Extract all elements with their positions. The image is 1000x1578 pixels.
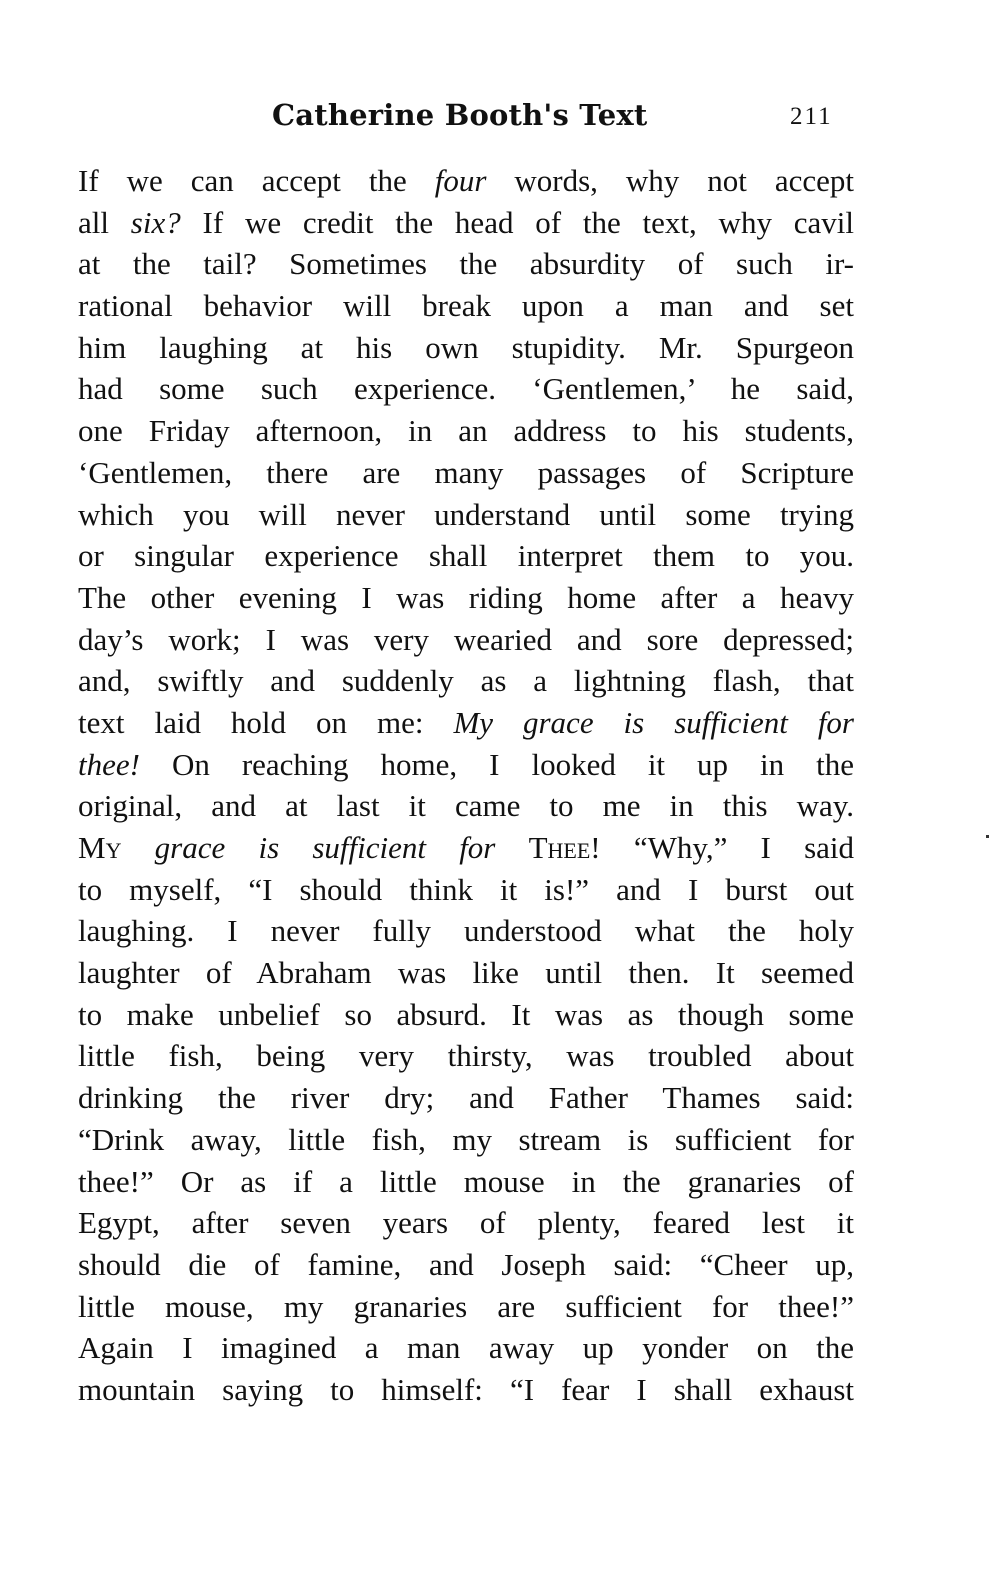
text-segment: drinking the river dry; and Father Thames said: <box>78 1080 854 1116</box>
text-segment: at the tail? Sometimes the absurdity of such ir- <box>78 246 854 282</box>
text-line <box>78 577 854 619</box>
page-number: 211 <box>790 103 833 130</box>
text-segment: Egypt, after seven years of plenty, feared lest it <box>78 1205 854 1241</box>
text-segment: little mouse, my granaries are sufficient for thee!” <box>78 1288 854 1324</box>
text-segment: should die of famine, and Joseph said: “Cheer up, <box>78 1246 854 1282</box>
text-line <box>78 368 854 410</box>
text-segment: My grace is sufficient for <box>453 704 854 740</box>
text-segment: Thee <box>528 830 591 865</box>
text-segment: words, why not accept <box>486 163 854 198</box>
text-segment: had some such experience. ‘Gentlemen,’ he said, <box>78 371 854 407</box>
text-segment: grace is sufficient for <box>154 830 496 865</box>
running-head <box>0 98 1000 138</box>
text-line <box>78 1369 854 1411</box>
text-segment <box>495 830 528 865</box>
text-segment: My <box>78 830 122 865</box>
text-line <box>78 660 854 702</box>
text-line <box>78 285 854 327</box>
text-line <box>78 910 854 952</box>
text-line <box>78 202 854 244</box>
text-line <box>78 160 854 202</box>
text-line <box>78 243 854 285</box>
text-segment: all <box>78 204 131 240</box>
text-segment: original, and at last it came to me in this way. <box>78 788 854 824</box>
text-line <box>78 1119 854 1161</box>
text-segment: one Friday afternoon, in an address to his students, <box>78 413 854 449</box>
text-segment: If we can accept the <box>78 163 435 198</box>
text-line <box>78 1035 854 1077</box>
text-segment: On reaching home, I looked it up in the <box>139 746 854 782</box>
text-line <box>78 1202 854 1244</box>
text-segment: little fish, being very thirsty, was troubled about <box>78 1038 854 1074</box>
text-segment: thee! <box>78 746 140 782</box>
text-line <box>78 452 854 494</box>
text-line <box>78 1161 854 1203</box>
text-segment: The other evening I was riding home after a heavy <box>78 579 854 615</box>
text-line <box>78 952 854 994</box>
text-segment: to myself, “I should think it is!” and I burst out <box>78 871 854 907</box>
text-segment: text laid hold on me: <box>78 704 454 740</box>
text-segment: mountain saying to himself: “I fear I shall exhaust <box>78 1371 854 1407</box>
text-segment: six? <box>130 204 181 240</box>
text-line <box>78 827 854 869</box>
text-line <box>78 702 854 744</box>
text-segment: thee!” Or as if a little mouse in the granaries of <box>78 1163 854 1199</box>
text-line <box>78 327 854 369</box>
text-segment: four <box>434 163 487 198</box>
text-segment: day’s work; I was very wearied and sore depressed; <box>78 621 854 657</box>
text-segment: which you will never understand until some trying <box>78 496 854 532</box>
text-line <box>78 619 854 661</box>
text-segment: him laughing at his own stupidity. Mr. Spurgeon <box>78 329 854 365</box>
text-line <box>78 1077 854 1119</box>
text-line <box>78 744 854 786</box>
text-line <box>78 535 854 577</box>
page-edge-speck <box>986 835 989 838</box>
text-segment: ! “Why,” I said <box>590 830 855 865</box>
text-line <box>78 994 854 1036</box>
body-text <box>78 160 854 1411</box>
text-line <box>78 1244 854 1286</box>
running-title: Catherine Booth's Text <box>272 98 648 132</box>
text-segment: to make unbelief so absurd. It was as though some <box>78 996 854 1032</box>
text-segment: If we credit the head of the text, why cavil <box>180 204 854 240</box>
text-line <box>78 410 854 452</box>
text-segment: ‘Gentlemen, there are many passages of Scripture <box>78 454 854 490</box>
text-segment: laughter of Abraham was like until then. It seemed <box>78 955 854 991</box>
text-segment: “Drink away, little fish, my stream is sufficient for <box>78 1121 854 1157</box>
text-line <box>78 1286 854 1328</box>
text-segment: or singular experience shall interpret them to you. <box>78 538 854 574</box>
text-line <box>78 494 854 536</box>
text-segment: Again I imagined a man away up yonder on the <box>78 1330 854 1366</box>
text-segment <box>121 830 154 865</box>
text-segment: laughing. I never fully understood what the holy <box>78 913 854 949</box>
text-line <box>78 869 854 911</box>
text-line <box>78 785 854 827</box>
text-segment: rational behavior will break upon a man and set <box>78 288 854 324</box>
text-segment: and, swiftly and suddenly as a lightning flash, that <box>78 663 854 699</box>
text-line <box>78 1327 854 1369</box>
